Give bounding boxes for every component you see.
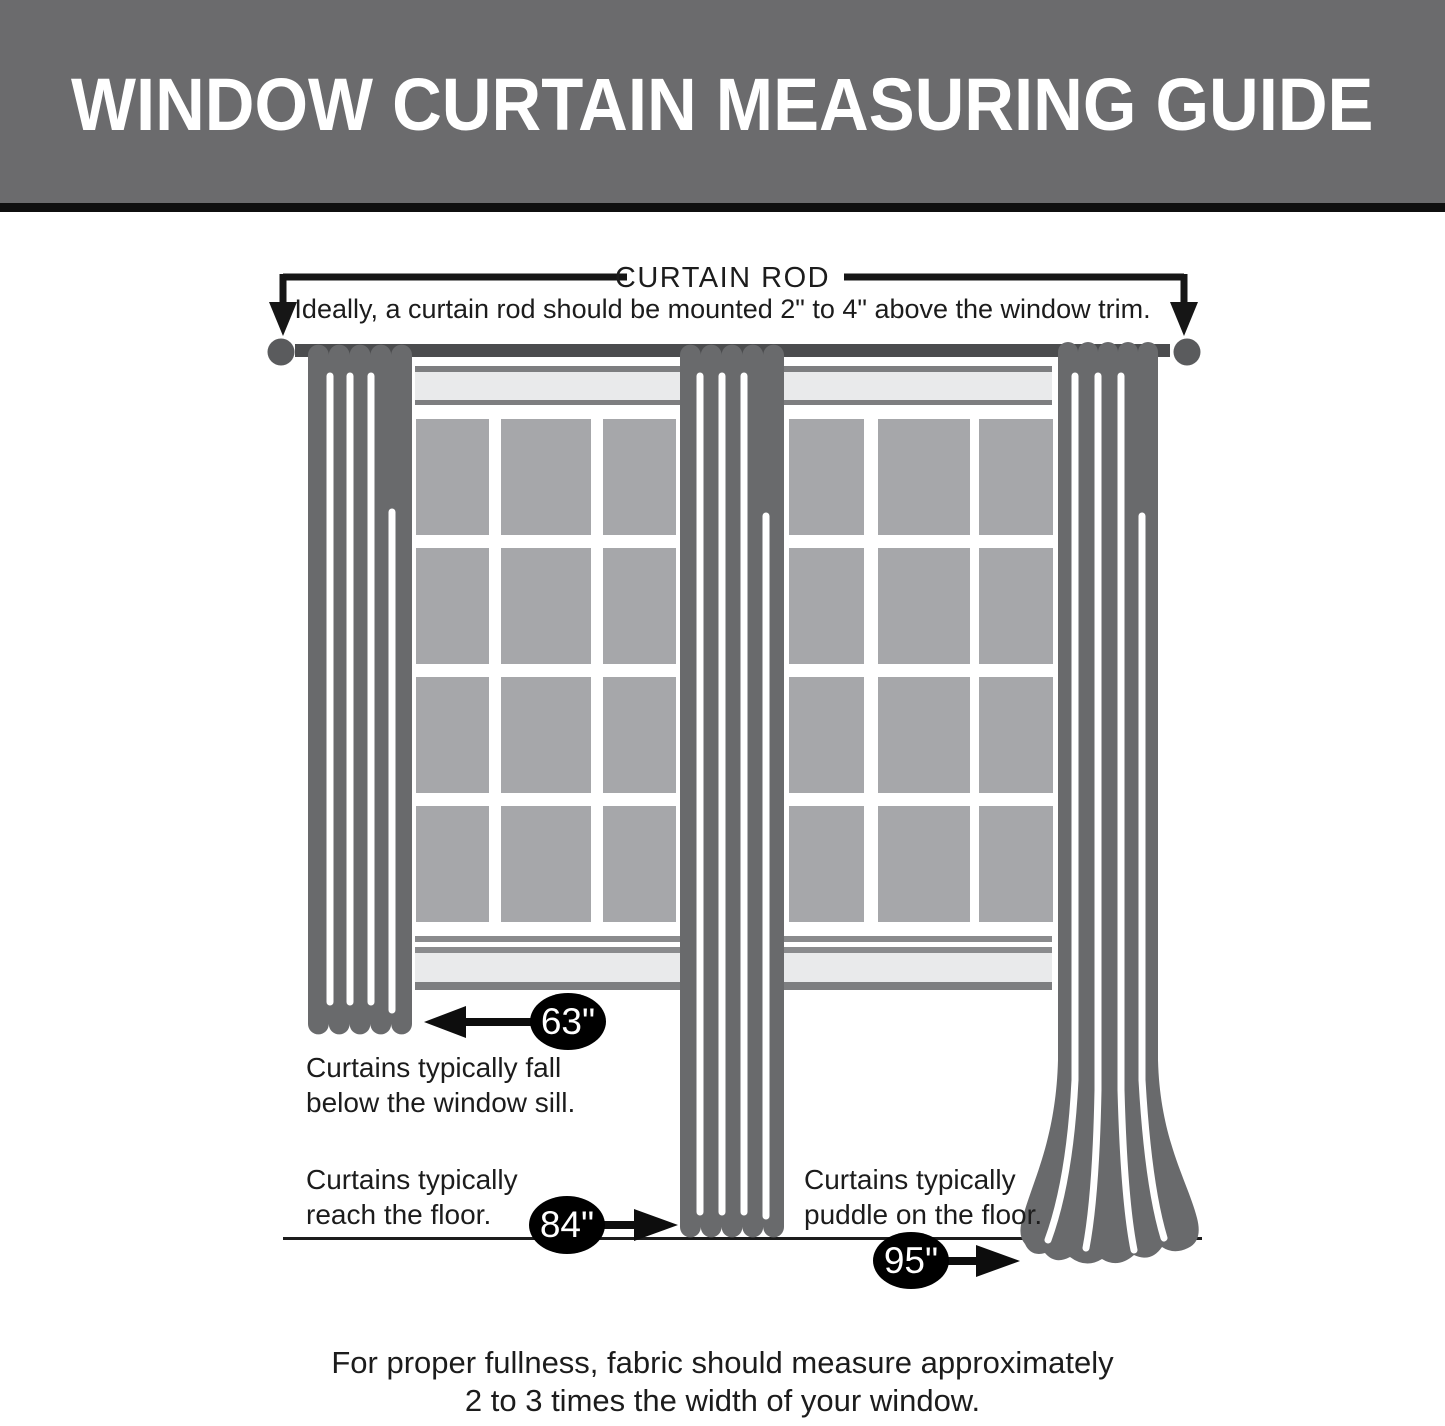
caption-line: reach the floor. <box>306 1199 492 1230</box>
curtain-middle-84 <box>680 345 784 1238</box>
window-pane <box>603 419 676 535</box>
rod-mounting-note: Ideally, a curtain rod should be mounted 2" to 4" above the window trim. <box>294 294 1151 324</box>
window-pane <box>501 806 591 922</box>
fullness-note <box>0 1344 1445 1420</box>
right-arrow-icon <box>976 1245 1020 1277</box>
caption-95 <box>804 1162 1042 1232</box>
fullness-note-line: 2 to 3 times the width of your window. <box>464 1383 981 1418</box>
window-pane <box>416 806 489 922</box>
window-pane <box>603 548 676 664</box>
window-pane <box>603 677 676 793</box>
caption-line: Curtains typically <box>306 1164 518 1195</box>
arrow-shaft <box>944 1257 978 1265</box>
caption-line: Curtains typically <box>804 1164 1016 1195</box>
curtain-left-63 <box>308 345 412 1035</box>
window-pane <box>979 419 1053 535</box>
rod-finial-right <box>1174 339 1201 366</box>
window-pane <box>789 677 864 793</box>
length-badge-95 <box>873 1232 949 1289</box>
caption-84 <box>306 1162 518 1232</box>
window-panes-right <box>789 419 1053 922</box>
arrow-shaft <box>466 1018 534 1026</box>
window-pane <box>501 677 591 793</box>
window-pane <box>979 806 1053 922</box>
window-pane <box>878 548 970 664</box>
window-pane <box>878 806 970 922</box>
window-pane <box>416 677 489 793</box>
window-pane <box>789 419 864 535</box>
curtain-panel <box>308 345 412 1035</box>
caption-63 <box>306 1050 575 1120</box>
window-pane <box>501 548 591 664</box>
fullness-note-line: For proper fullness, fabric should measure approximately <box>331 1345 1114 1380</box>
window-panes-left <box>416 419 676 922</box>
window-pane <box>979 677 1053 793</box>
window-pane <box>979 548 1053 664</box>
length-value: 95" <box>883 1239 939 1281</box>
length-badge-63 <box>530 993 606 1050</box>
rod-finial-left <box>268 339 295 366</box>
window-pane <box>878 677 970 793</box>
window-pane <box>789 548 864 664</box>
length-value: 84" <box>539 1204 595 1245</box>
caption-line: Curtains typically fall <box>306 1052 562 1083</box>
window-pane <box>789 806 864 922</box>
right-arrow-icon <box>634 1209 678 1241</box>
window-pane <box>603 806 676 922</box>
curtain-rod-label: CURTAIN ROD <box>614 262 831 294</box>
arrow-shaft <box>600 1221 636 1229</box>
window-pane <box>501 419 591 535</box>
length-badge-84 <box>529 1196 605 1254</box>
caption-line: puddle on the floor. <box>804 1199 1043 1230</box>
window-pane <box>878 419 970 535</box>
window-pane <box>416 419 489 535</box>
length-value: 63" <box>540 1000 596 1042</box>
caption-line: below the window sill. <box>306 1087 576 1118</box>
window-pane <box>416 548 489 664</box>
page-title: WINDOW CURTAIN MEASURING GUIDE <box>71 63 1374 146</box>
left-arrow-icon <box>424 1006 466 1038</box>
